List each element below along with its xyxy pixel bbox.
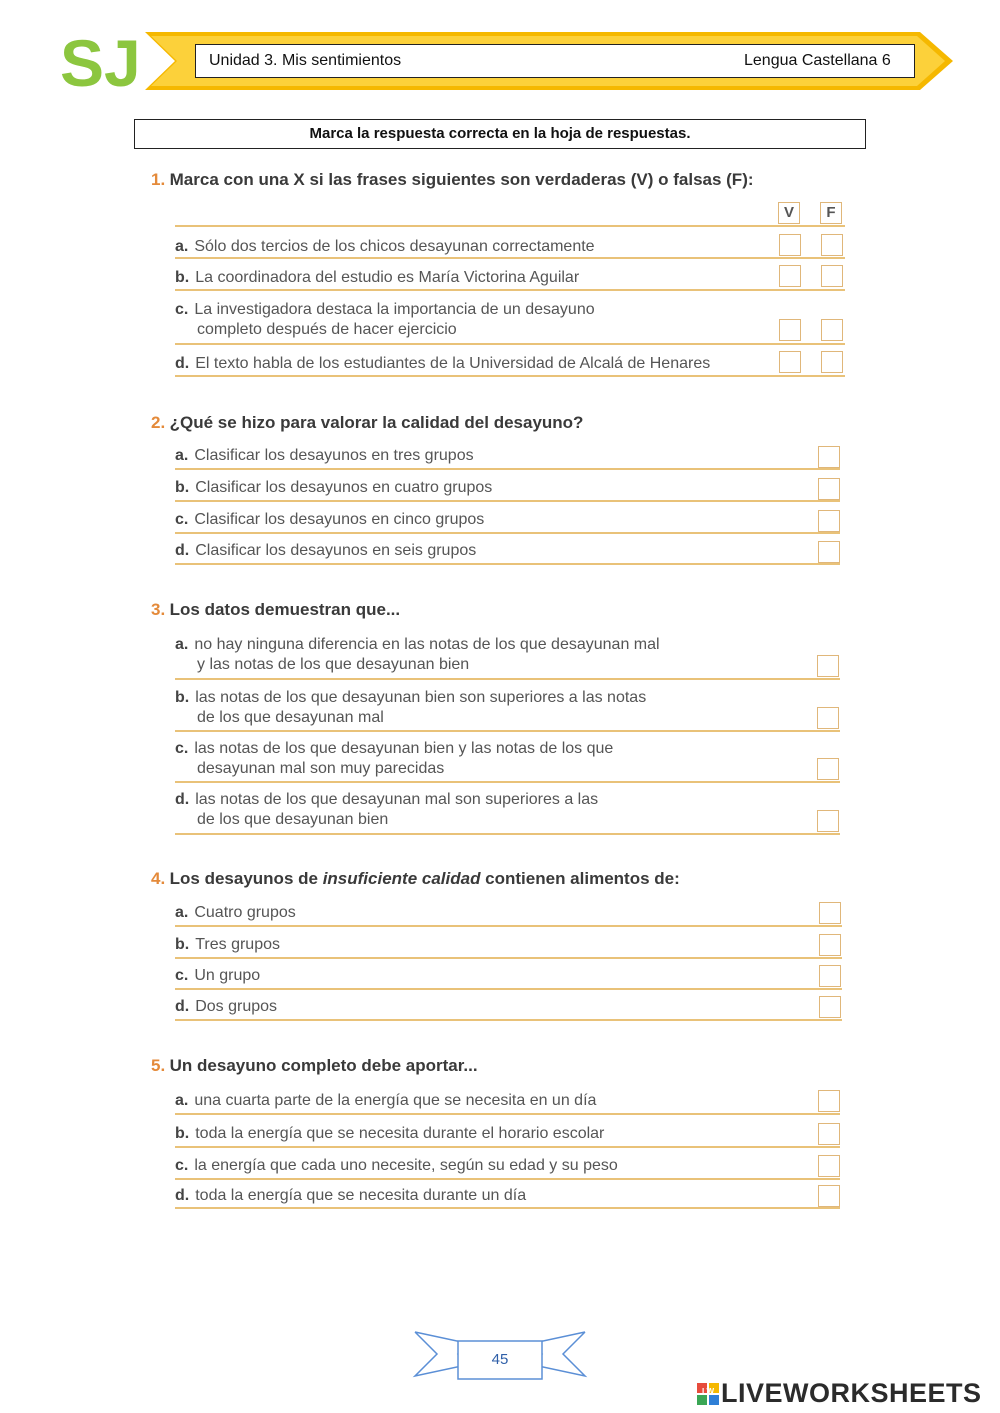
q1-a-false-checkbox[interactable] <box>821 234 843 256</box>
brand-badge: LW <box>702 1387 714 1396</box>
q2-option-b: b. Clasificar los desayunos en cuatro grupos <box>175 479 493 496</box>
question-number: 3. <box>151 600 166 619</box>
liveworksheets-brand: LIVEWORKSHEETS <box>721 1378 982 1408</box>
liveworksheets-logo-icon <box>697 1379 719 1409</box>
question-4-title: 4. Los desayunos de insuficiente calidad contienen alimentos de: <box>151 869 680 888</box>
divider <box>175 988 842 990</box>
question-number: 5. <box>151 1056 166 1075</box>
divider <box>175 957 842 959</box>
q1-c-true-checkbox[interactable] <box>779 319 801 341</box>
divider <box>175 563 840 565</box>
q4-d-checkbox[interactable] <box>819 996 841 1018</box>
page-number: 45 <box>491 1351 509 1368</box>
divider <box>175 1113 840 1115</box>
divider <box>175 1178 840 1180</box>
q1-a-true-checkbox[interactable] <box>779 234 801 256</box>
q2-a-checkbox[interactable] <box>818 446 840 468</box>
q4-option-d: d. Dos grupos <box>175 998 278 1015</box>
q3-a-checkbox[interactable] <box>817 655 839 677</box>
question-2-title: 2. ¿Qué se hizo para valorar la calidad del desayuno? <box>151 413 584 432</box>
q4-a-checkbox[interactable] <box>819 902 841 924</box>
q3-option-d: d. las notas de los que desayunan mal son superiores a las de los que desayunan bien <box>175 791 599 828</box>
divider <box>175 925 842 927</box>
divider <box>175 532 840 534</box>
divider <box>175 678 840 680</box>
divider <box>175 781 840 783</box>
q3-option-a: a. no hay ninguna diferencia en las notas de los que desayunan mal y las notas de los que desayunan bien <box>175 636 660 673</box>
q5-c-checkbox[interactable] <box>818 1155 840 1177</box>
q1-b-false-checkbox[interactable] <box>821 265 843 287</box>
question-number: 2. <box>151 413 166 432</box>
q2-option-a: a. Clasificar los desayunos en tres grupos <box>175 447 474 464</box>
question-5-title: 5. Un desayuno completo debe aportar... <box>151 1056 478 1075</box>
q5-option-d: d. toda la energía que se necesita durante un día <box>175 1187 527 1204</box>
q3-c-checkbox[interactable] <box>817 758 839 780</box>
q1-d-true-checkbox[interactable] <box>779 351 801 373</box>
divider <box>175 468 840 470</box>
question-3-title: 3. Los datos demuestran que... <box>151 600 401 619</box>
q3-option-c: c. las notas de los que desayunan bien y las notas de los que desayunan mal son muy parecidas <box>175 740 614 777</box>
divider <box>175 375 845 377</box>
question-1-title: 1. Marca con una X si las frases siguientes son verdaderas (V) o falsas (F): <box>151 170 754 189</box>
q3-option-b: b. las notas de los que desayunan bien son superiores a las notas de los que desayunan mal <box>175 689 647 726</box>
q4-c-checkbox[interactable] <box>819 965 841 987</box>
logo-text: SJ <box>60 26 141 100</box>
q5-option-a: a. una cuarta parte de la energía que se necesita en un día <box>175 1092 597 1109</box>
q1-option-d: d. El texto habla de los estudiantes de la Universidad de Alcalá de Henares <box>175 355 711 372</box>
divider <box>175 730 840 732</box>
q5-option-b: b. toda la energía que se necesita durante el horario escolar <box>175 1125 605 1142</box>
question-number: 4. <box>151 869 166 888</box>
q5-b-checkbox[interactable] <box>818 1123 840 1145</box>
q1-c-false-checkbox[interactable] <box>821 319 843 341</box>
q1-b-true-checkbox[interactable] <box>779 265 801 287</box>
divider <box>175 500 840 502</box>
divider <box>175 257 845 259</box>
divider <box>175 1207 840 1209</box>
q1-option-b: b. La coordinadora del estudio es María Victorina Aguilar <box>175 269 580 286</box>
divider <box>175 833 840 835</box>
q3-d-checkbox[interactable] <box>817 810 839 832</box>
divider <box>175 343 845 345</box>
q4-option-c: c. Un grupo <box>175 967 261 984</box>
question-number: 1. <box>151 170 166 189</box>
q2-c-checkbox[interactable] <box>818 510 840 532</box>
q4-b-checkbox[interactable] <box>819 934 841 956</box>
column-f-header: F <box>820 202 842 224</box>
column-v-header: V <box>778 202 800 224</box>
q1-option-c: c. La investigadora destaca la importancia de un desayuno completo después de hacer ejercicio <box>175 301 595 338</box>
unit-title: Unidad 3. Mis sentimientos <box>209 52 402 69</box>
q5-option-c: c. la energía que cada uno necesite, según su edad y su peso <box>175 1157 618 1174</box>
q4-option-b: b. Tres grupos <box>175 936 280 953</box>
q2-d-checkbox[interactable] <box>818 541 840 563</box>
q5-d-checkbox[interactable] <box>818 1185 840 1207</box>
q2-b-checkbox[interactable] <box>818 478 840 500</box>
instruction-banner: Marca la respuesta correcta en la hoja de respuestas. <box>134 119 866 149</box>
divider <box>175 1019 842 1021</box>
q1-d-false-checkbox[interactable] <box>821 351 843 373</box>
q5-a-checkbox[interactable] <box>818 1090 840 1112</box>
sj-logo <box>60 26 141 100</box>
subject-title: Lengua Castellana 6 <box>744 52 891 69</box>
q4-option-a: a. Cuatro grupos <box>175 904 296 921</box>
q1-option-a: a. Sólo dos tercios de los chicos desayunan correctamente <box>175 238 595 255</box>
divider <box>175 225 845 227</box>
q2-option-c: c. Clasificar los desayunos en cinco grupos <box>175 511 485 528</box>
q3-b-checkbox[interactable] <box>817 707 839 729</box>
divider <box>175 1146 840 1148</box>
divider <box>175 289 845 291</box>
q2-option-d: d. Clasificar los desayunos en seis grupos <box>175 542 477 559</box>
